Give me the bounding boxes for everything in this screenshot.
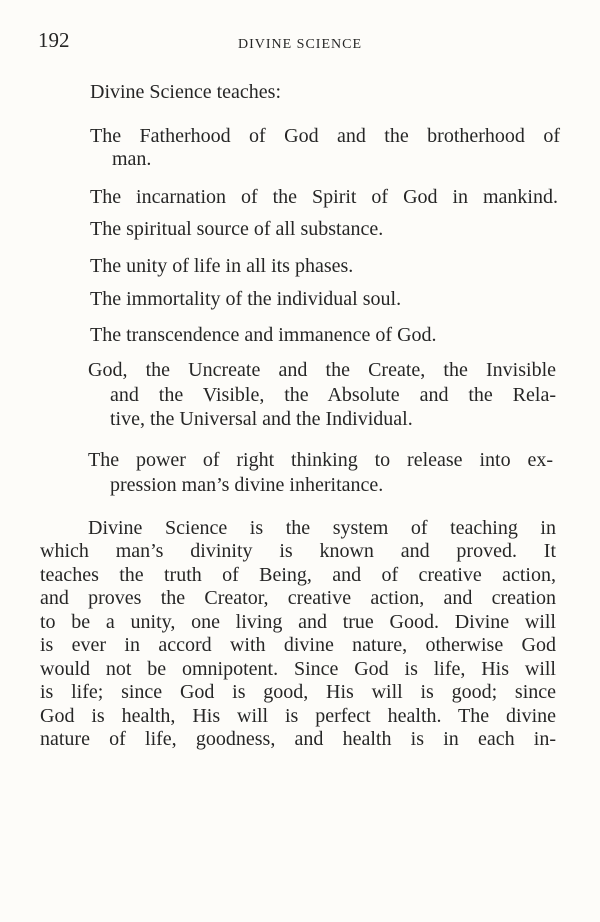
tenet-line: pression man’s divine inheritance. xyxy=(110,474,384,496)
tenet-line: tive, the Universal and the Individual. xyxy=(110,408,413,430)
tenet-line: man. xyxy=(112,148,152,170)
intro-line: Divine Science teaches: xyxy=(90,81,282,103)
tenet-line: The Fatherhood of God and the brotherhood of xyxy=(90,125,560,147)
paragraph-line: Divine Science is the system of teaching in xyxy=(88,517,556,539)
running-title: DIVINE SCIENCE xyxy=(237,37,363,52)
paragraph-line: would not be omnipotent. Since God is life, His will xyxy=(40,658,556,680)
paragraph-line: is life; since God is good, His will is good; since xyxy=(40,681,556,703)
page-number: 192 xyxy=(38,28,70,52)
tenet-line: The power of right thinking to release into ex- xyxy=(88,449,553,471)
tenet-line: The immortality of the individual soul. xyxy=(90,288,402,310)
paragraph-line: and proves the Creator, creative action, and creation xyxy=(40,587,556,609)
paragraph-line: which man’s divinity is known and proved. It xyxy=(40,540,556,562)
paragraph-line: is ever in accord with divine nature, otherwise God xyxy=(40,634,556,656)
tenet-line: The spiritual source of all substance. xyxy=(90,218,384,240)
tenet-line: The transcendence and immanence of God. xyxy=(90,324,437,346)
tenet-line: The incarnation of the Spirit of God in mankind. xyxy=(90,186,558,208)
paragraph-line: God is health, His will is perfect health. The divine xyxy=(40,705,556,727)
paragraph-line: nature of life, goodness, and health is in each in- xyxy=(40,728,556,750)
tenet-line: and the Visible, the Absolute and the Rela- xyxy=(110,384,556,406)
tenet-line: The unity of life in all its phases. xyxy=(90,255,354,277)
tenet-line: God, the Uncreate and the Create, the Invisible xyxy=(88,359,556,381)
paragraph-line: teaches the truth of Being, and of creative action, xyxy=(40,564,556,586)
paragraph-line: to be a unity, one living and true Good. Divine will xyxy=(40,611,556,633)
